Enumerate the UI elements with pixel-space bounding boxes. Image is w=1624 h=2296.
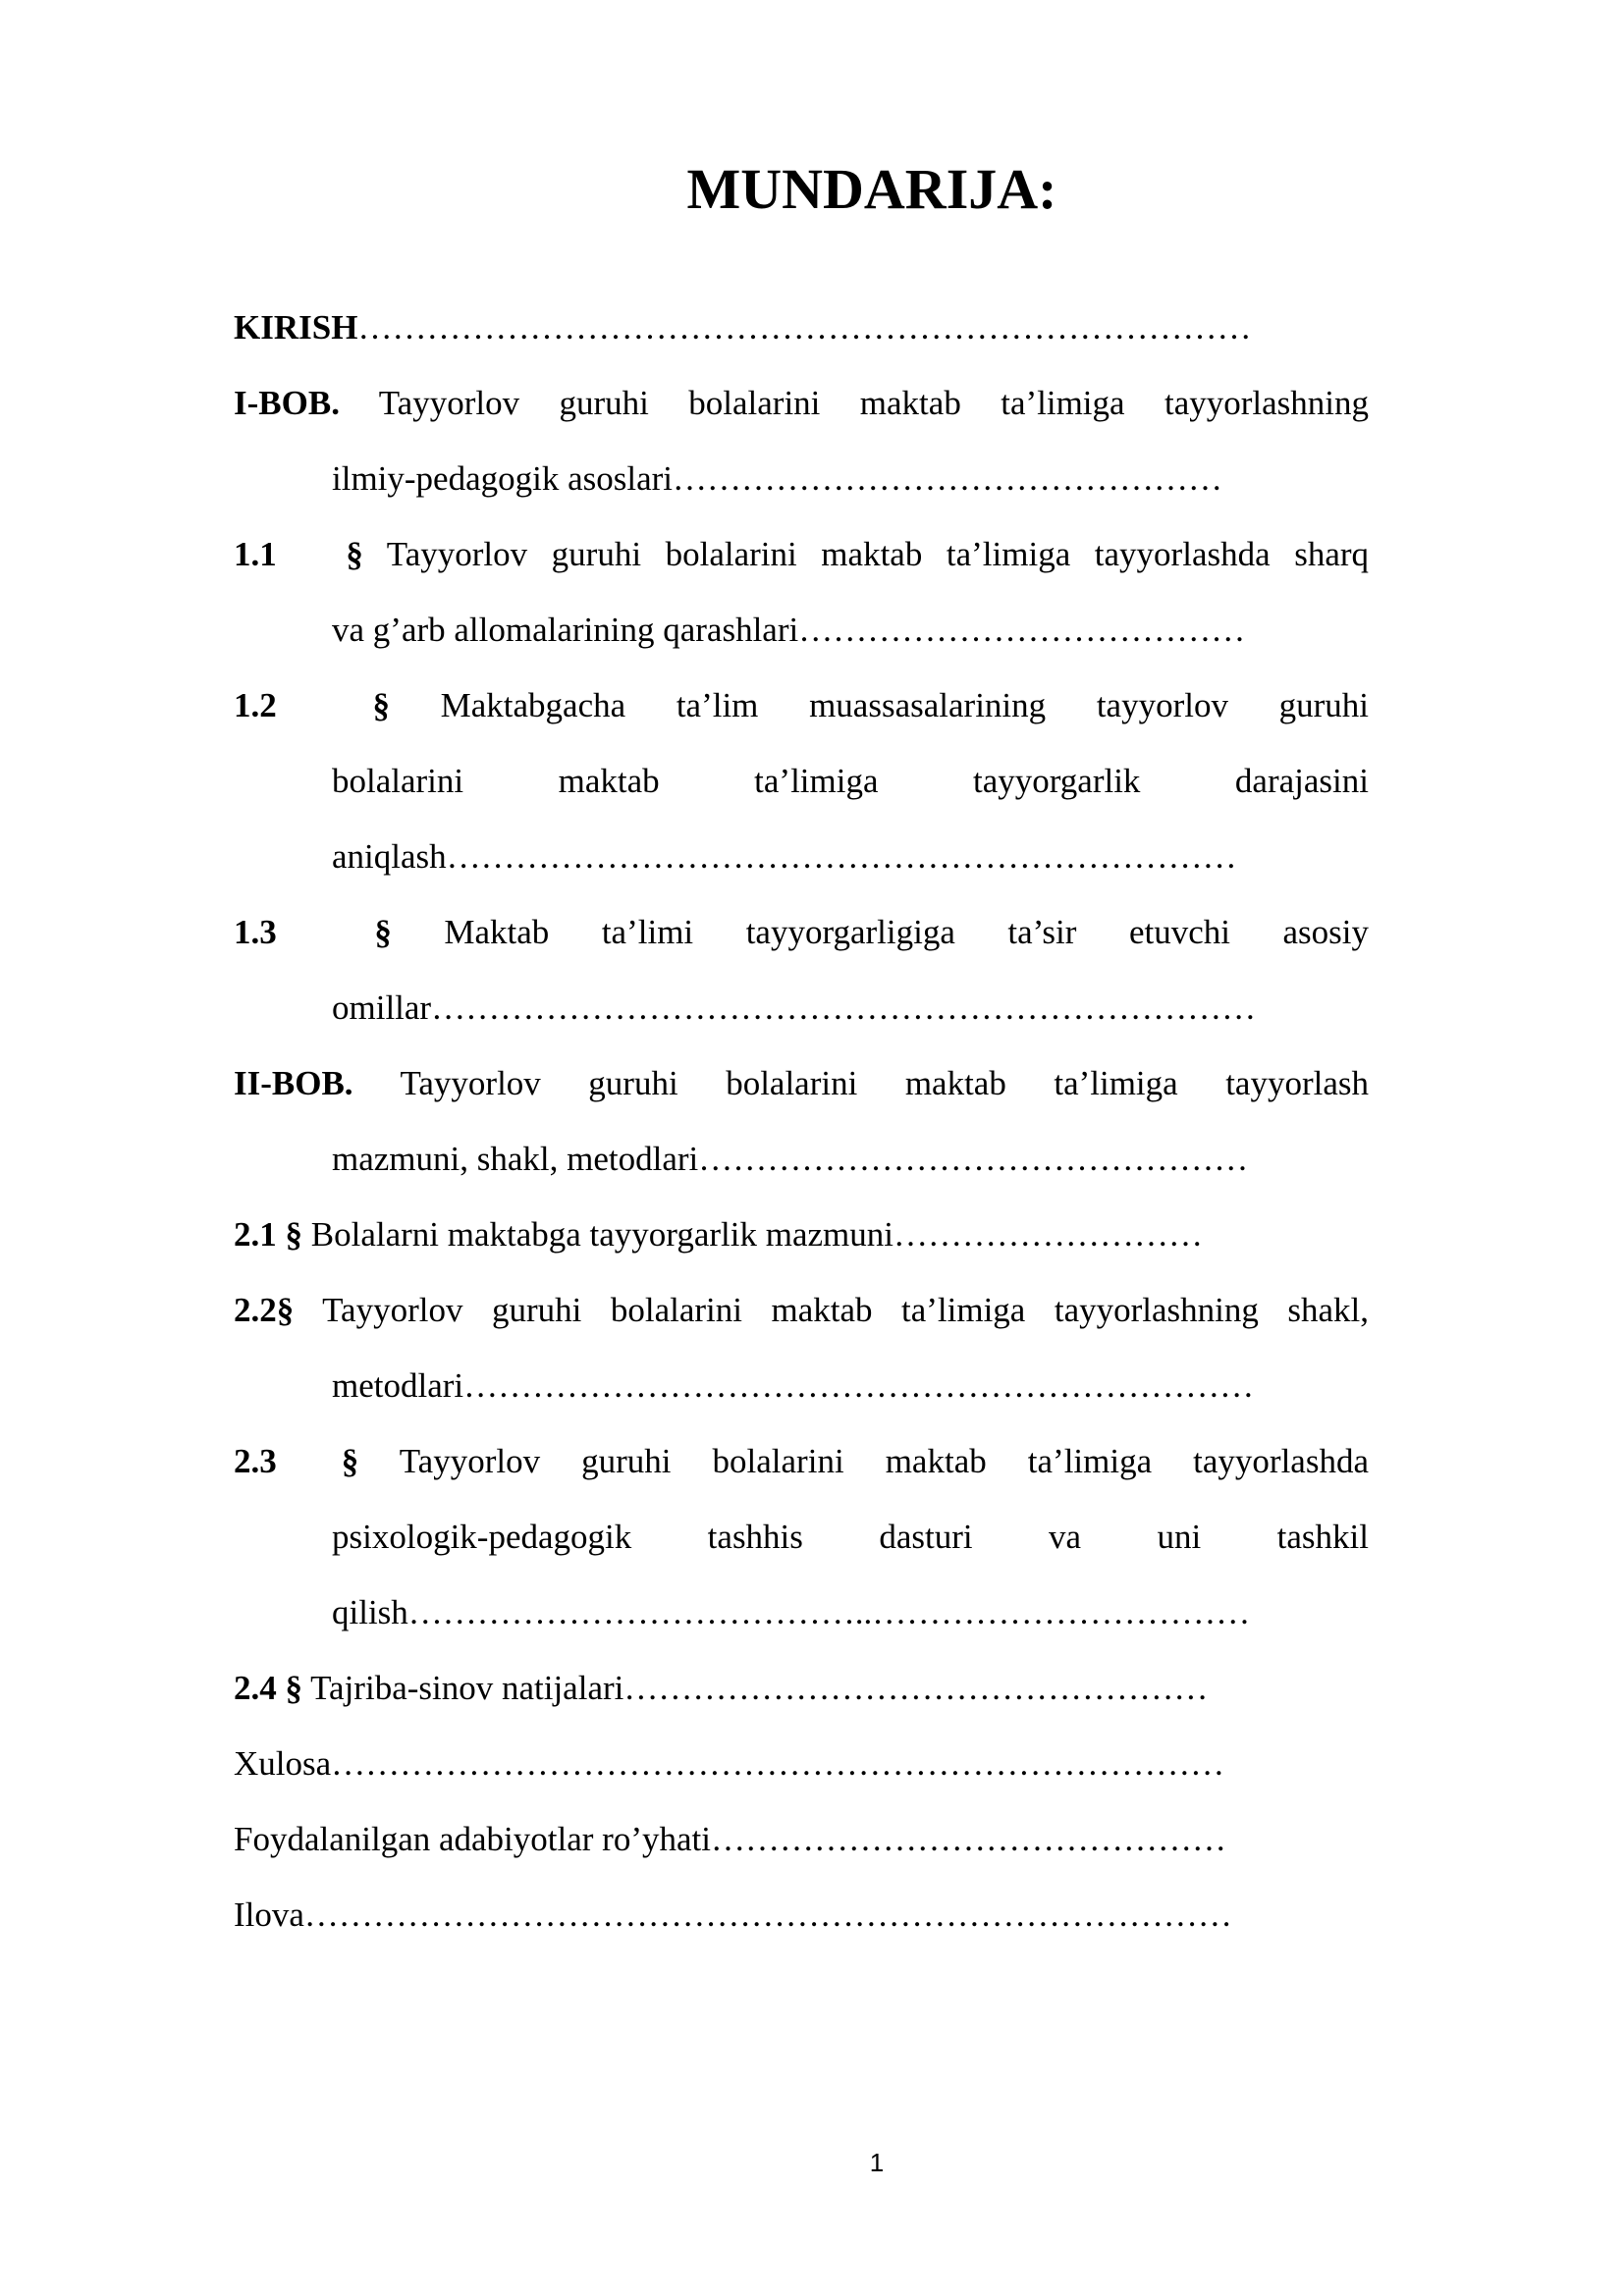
- toc-text: Tayyorlov guruhi bolalarini maktab ta’limiga tayyorlashning shakl,: [294, 1291, 1369, 1329]
- toc-number: 1.3: [234, 913, 277, 951]
- toc-entry-2-4[interactable]: [234, 1650, 1369, 1726]
- toc-number: 2.4 §: [234, 1669, 302, 1707]
- toc-text: Bolalarni maktabga tayyorgarlik mazmuni………………………: [302, 1215, 1203, 1254]
- toc-entry-xulosa[interactable]: [234, 1726, 1369, 1801]
- toc-text: bolalarini maktab ta’limiga tayyorgarlik darajasini: [332, 762, 1369, 800]
- toc-entry-kirish[interactable]: [234, 290, 1369, 365]
- section-sign: §: [374, 913, 392, 951]
- toc-entry-1-2[interactable]: [234, 667, 1369, 894]
- toc-entry-chapter-1[interactable]: [234, 365, 1369, 516]
- toc-label: II-BOB.: [234, 1064, 353, 1102]
- toc-number: 2.3: [234, 1442, 277, 1480]
- page-number: 1: [869, 2148, 885, 2177]
- toc-text: Tayyorlov guruhi bolalarini maktab ta’limiga tayyorlashda: [399, 1442, 1369, 1480]
- toc-text: omillar………………………………………………………………: [332, 988, 1257, 1027]
- section-sign: §: [341, 1442, 359, 1480]
- toc-entry-appendix[interactable]: [234, 1877, 1369, 1952]
- toc-entry-2-2[interactable]: [234, 1272, 1369, 1423]
- toc-text: Xulosa……………………………………………………………………: [234, 1744, 1225, 1783]
- toc-text: Maktab ta’limi tayyorgarligiga ta’sir etuvchi asosiy: [444, 913, 1370, 951]
- toc-text: mazmuni, shakl, metodlari…………………………………………: [332, 1140, 1249, 1178]
- toc-label: KIRISH: [234, 308, 358, 347]
- toc-text: Maktabgacha ta’lim muassasalarining tayyorlov guruhi: [440, 686, 1370, 724]
- toc-text: metodlari……………………………………………………………: [332, 1366, 1255, 1405]
- toc-entry-2-1[interactable]: [234, 1197, 1369, 1272]
- toc-text: Ilova………………………………………………………………………: [234, 1896, 1232, 1934]
- toc-text: qilish…………………………………..……………………………: [332, 1593, 1251, 1631]
- toc-text: Tayyorlov guruhi bolalarini maktab ta’limiga tayyorlashda sharq: [386, 535, 1370, 573]
- page-title: MUNDARIJA:: [686, 157, 1057, 221]
- toc-label: I-BOB.: [234, 384, 340, 422]
- toc-entry-1-3[interactable]: [234, 894, 1369, 1045]
- toc-entry-1-1[interactable]: [234, 516, 1369, 667]
- toc-number: 1.2: [234, 686, 277, 724]
- toc-text: aniqlash……………………………………………………………: [332, 837, 1237, 876]
- toc-entry-chapter-2[interactable]: [234, 1045, 1369, 1197]
- toc-text: va g’arb allomalarining qarashlari…………………………………: [332, 611, 1246, 649]
- section-sign: §: [346, 535, 363, 573]
- toc-entry-2-3[interactable]: [234, 1423, 1369, 1650]
- toc-text: ilmiy-pedagogik asoslari…………………………………………: [332, 459, 1223, 498]
- toc-number: 2.1 §: [234, 1215, 302, 1254]
- toc-text: Tayyorlov guruhi bolalarini maktab ta’limiga tayyorlash: [352, 1064, 1369, 1102]
- section-sign: §: [372, 686, 390, 724]
- toc-entry-references[interactable]: [234, 1801, 1369, 1877]
- toc-leader-dots: ……………………………………………………………………: [357, 308, 1252, 347]
- table-of-contents: [234, 290, 1369, 1952]
- toc-number: 2.2§: [234, 1291, 295, 1329]
- toc-text: Tajriba-sinov natijalari……………………………………………: [302, 1669, 1209, 1707]
- toc-text: psixologik-pedagogik tashhis dasturi va uni tashkil: [332, 1518, 1369, 1556]
- toc-number: 1.1: [234, 535, 277, 573]
- toc-text: Tayyorlov guruhi bolalarini maktab ta’limiga tayyorlashning: [339, 384, 1369, 422]
- toc-text: Foydalanilgan adabiyotlar ro’yhati………………………………………: [234, 1820, 1226, 1858]
